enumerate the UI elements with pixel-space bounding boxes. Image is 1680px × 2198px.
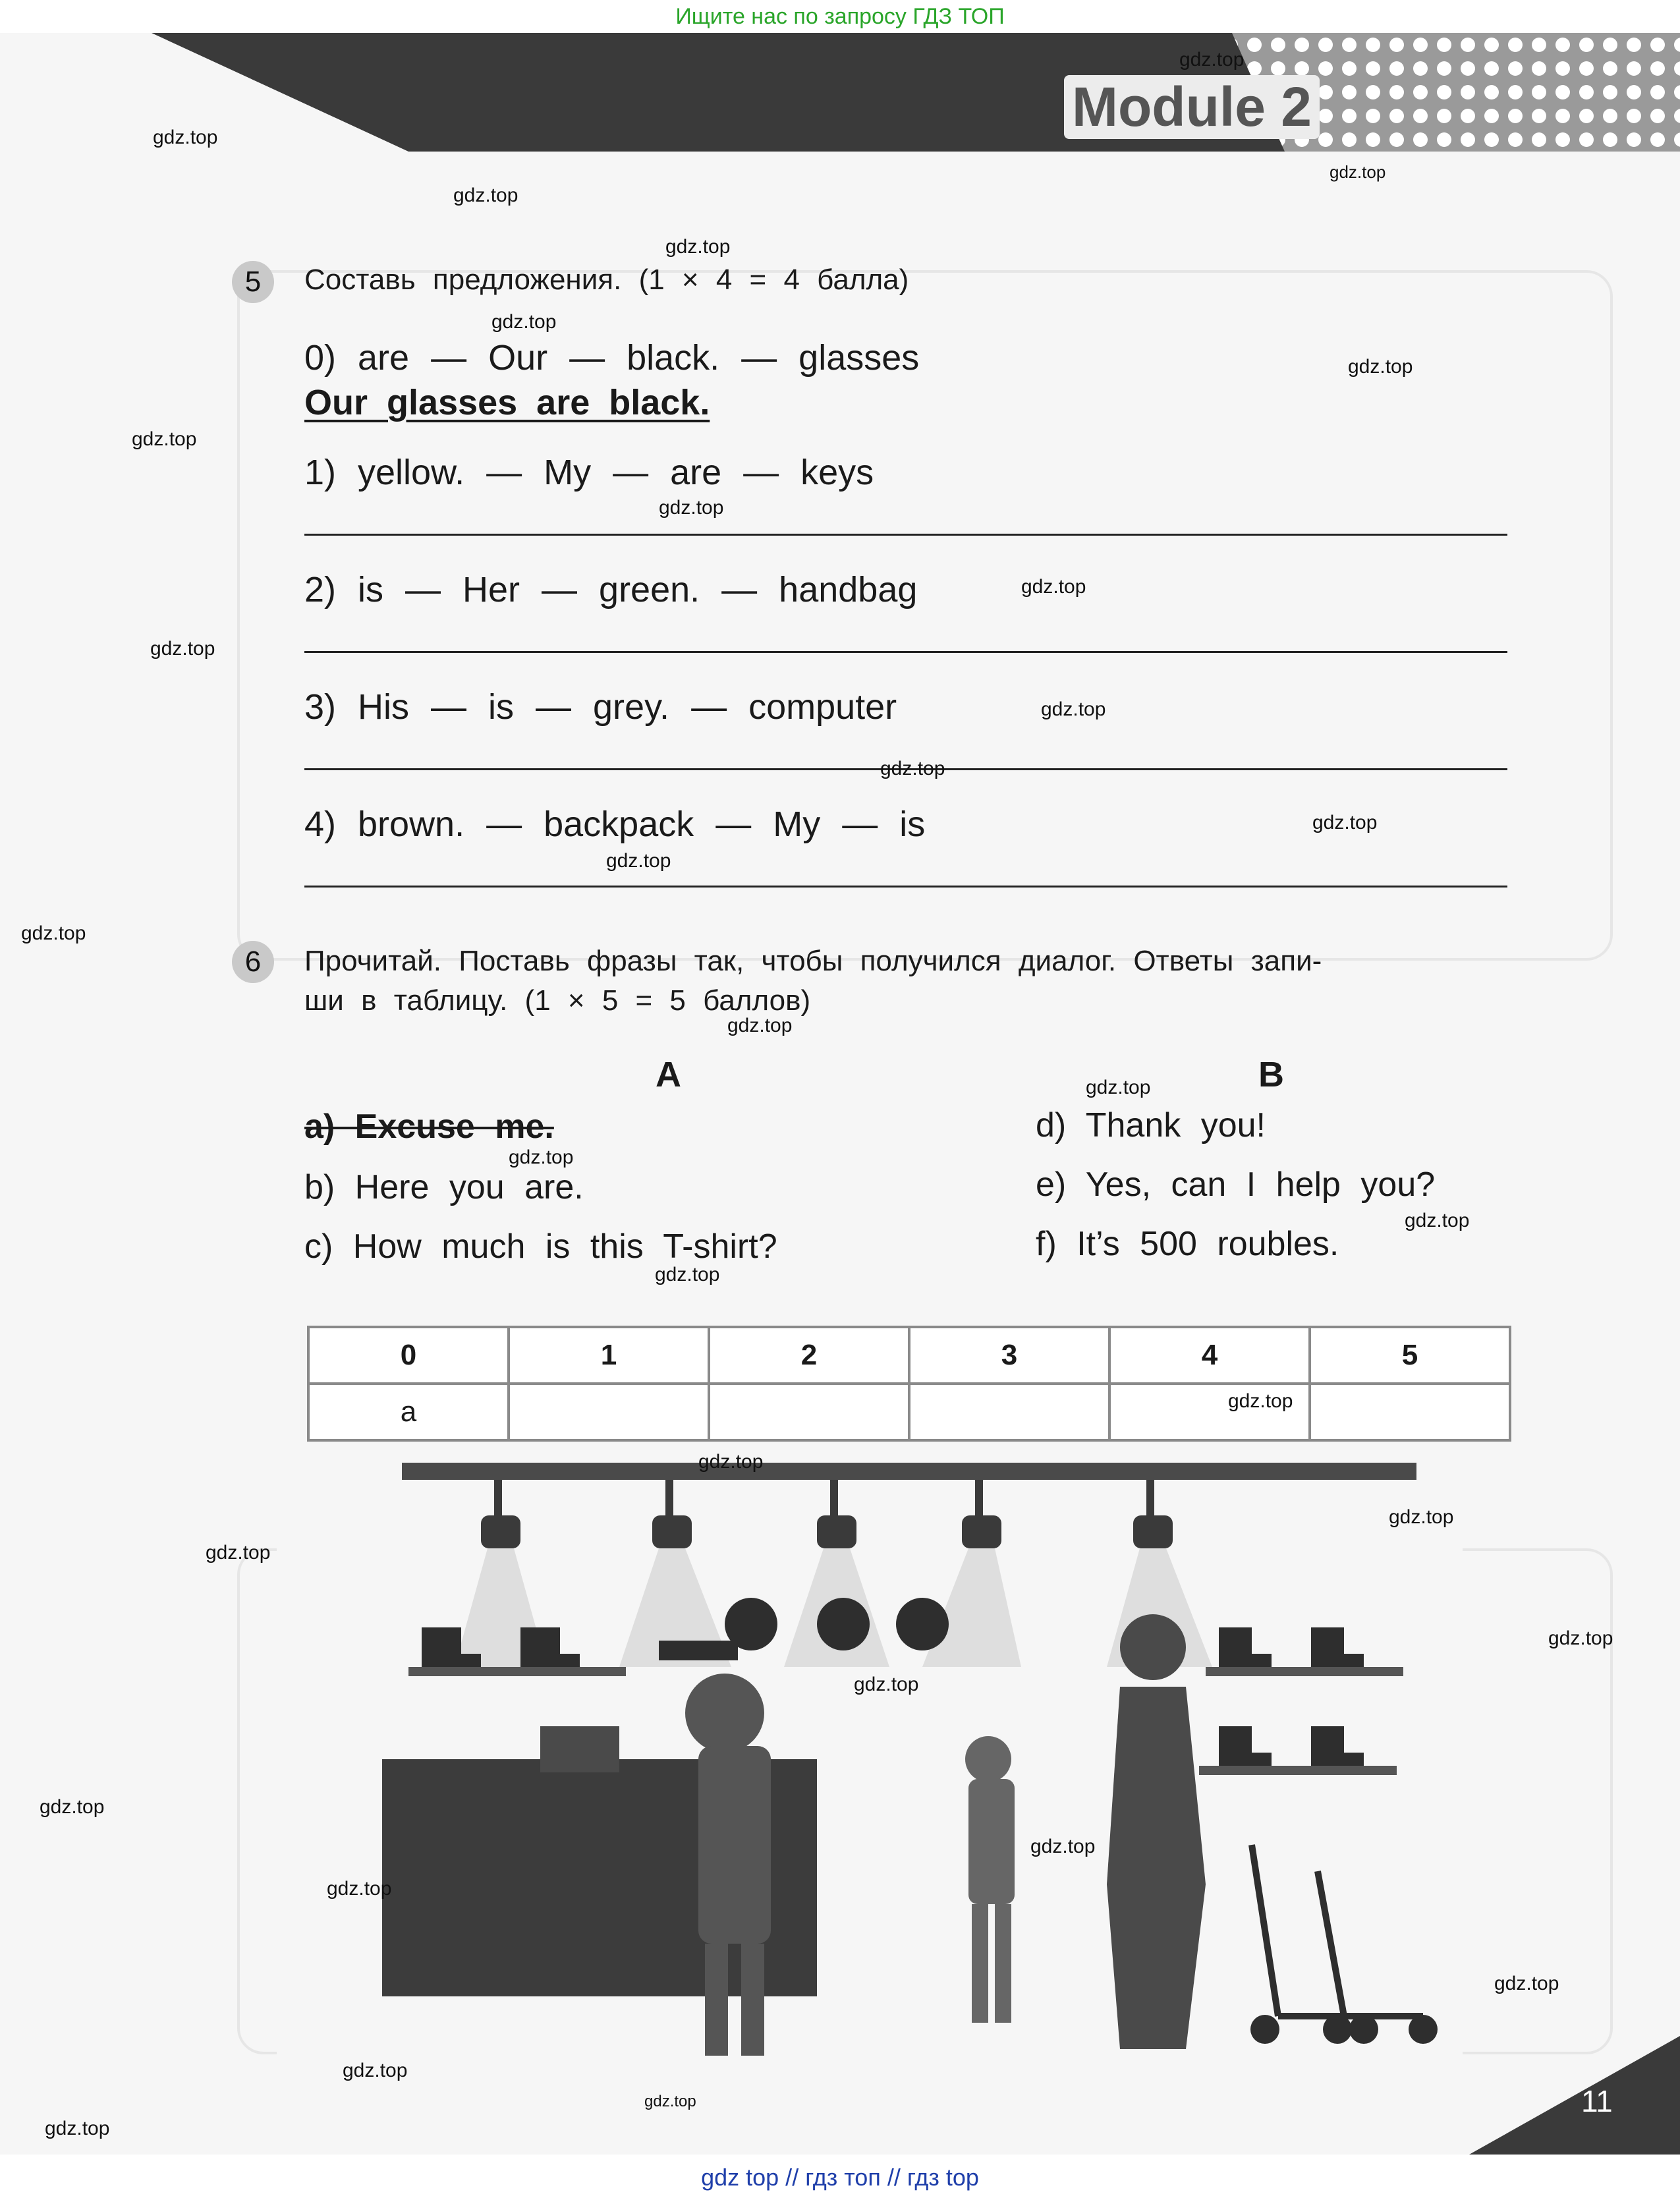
watermark: gdz.top [854,1674,919,1695]
task5-example-answer: Our glasses are black. [304,383,710,422]
page-corner [1469,2036,1680,2155]
watermark: gdz.top [153,127,218,148]
table-header-cell: 2 [709,1327,909,1384]
task5-item-4: 4) brown. — backpack — My — is [304,804,926,844]
phrase-f: f) It’s 500 roubles. [1036,1225,1339,1263]
watermark: gdz.top [491,311,557,333]
task5-item-2: 2) is — Her — green. — handbag [304,570,918,609]
sports-shop-illustration [277,1450,1463,2082]
table-header-cell: 0 [308,1327,509,1384]
table-header-cell: 3 [909,1327,1109,1384]
watermark: gdz.top [343,2060,408,2081]
column-a-label: A [656,1055,681,1094]
watermark: gdz.top [509,1146,574,1168]
watermark: gdz.top [327,1878,392,1900]
watermark: gdz.top [665,236,731,258]
watermark: gdz.top [1389,1506,1454,1528]
watermark: gdz.top [606,850,671,872]
phrase-b: b) Here you are. [304,1168,584,1206]
answer-cell-1[interactable] [509,1384,709,1440]
watermark: gdz.top [1041,698,1106,720]
watermark: gdz.top [1312,812,1378,833]
watermark: gdz.top [1405,1210,1470,1231]
bottom-banner[interactable]: gdz top // гдз топ // гдз top [701,2164,979,2191]
watermark: gdz.top [1086,1077,1151,1098]
task5-item-3: 3) His — is — grey. — computer [304,687,897,727]
header-band [152,33,1680,152]
watermark: gdz.top [1021,576,1086,598]
phrase-a: a) Excuse me. [304,1108,554,1146]
phrase-e: e) Yes, can I help you? [1036,1166,1436,1204]
watermark: gdz.top [1330,162,1386,182]
task6-heading-line1: Прочитай. Поставь фразы так, чтобы получился диалог. Ответы запи- [304,945,1322,977]
answer-cell-2[interactable] [709,1384,909,1440]
watermark: gdz.top [644,2093,696,2110]
watermark: gdz.top [206,1542,271,1564]
watermark: gdz.top [40,1796,105,1818]
table-header-cell: 1 [509,1327,709,1384]
watermark: gdz.top [45,2118,110,2139]
watermark: gdz.top [727,1015,793,1036]
task6-number-badge: 6 [232,941,274,983]
task5-example: 0) are — Our — black. — glasses [304,338,920,378]
answer-cell-5[interactable] [1310,1384,1510,1440]
table-header-cell: 4 [1109,1327,1310,1384]
watermark: gdz.top [132,428,197,450]
watermark: gdz.top [1228,1390,1293,1412]
watermark: gdz.top [1348,356,1413,378]
answer-line-4[interactable] [304,886,1507,888]
top-banner[interactable]: Ищите нас по запросу ГДЗ ТОП [675,4,1005,29]
watermark: gdz.top [659,497,724,519]
task5-number-badge: 5 [232,261,274,303]
answer-table-row [308,1384,1510,1440]
table-header-cell: 5 [1310,1327,1510,1384]
answer-table-header-row [308,1327,1510,1384]
task5-heading: Составь предложения. (1 × 4 = 4 балла) [304,264,909,296]
watermark: gdz.top [1548,1627,1613,1649]
answer-cell-0[interactable]: a [308,1384,509,1440]
answer-table [307,1326,1511,1442]
task5-item-1: 1) yellow. — My — are — keys [304,453,874,492]
watermark: gdz.top [880,758,945,779]
watermark: gdz.top [698,1451,764,1473]
answer-line-2[interactable] [304,651,1507,653]
module-title: Module 2 [1064,75,1320,139]
watermark: gdz.top [1030,1836,1096,1857]
watermark: gdz.top [1179,49,1245,70]
watermark: gdz.top [21,922,86,944]
answer-cell-3[interactable] [909,1384,1109,1440]
task6-heading-line2: ши в таблицу. (1 × 5 = 5 баллов) [304,984,811,1017]
column-b-label: B [1258,1055,1284,1094]
answer-line-1[interactable] [304,534,1507,536]
watermark: gdz.top [655,1264,720,1285]
page-number: 11 [1581,2084,1613,2118]
phrase-c: c) How much is this T-shirt? [304,1227,777,1266]
phrase-d: d) Thank you! [1036,1106,1266,1144]
watermark: gdz.top [453,184,518,206]
workbook-page [0,33,1680,2155]
watermark: gdz.top [150,638,215,660]
watermark: gdz.top [1494,1973,1559,1994]
